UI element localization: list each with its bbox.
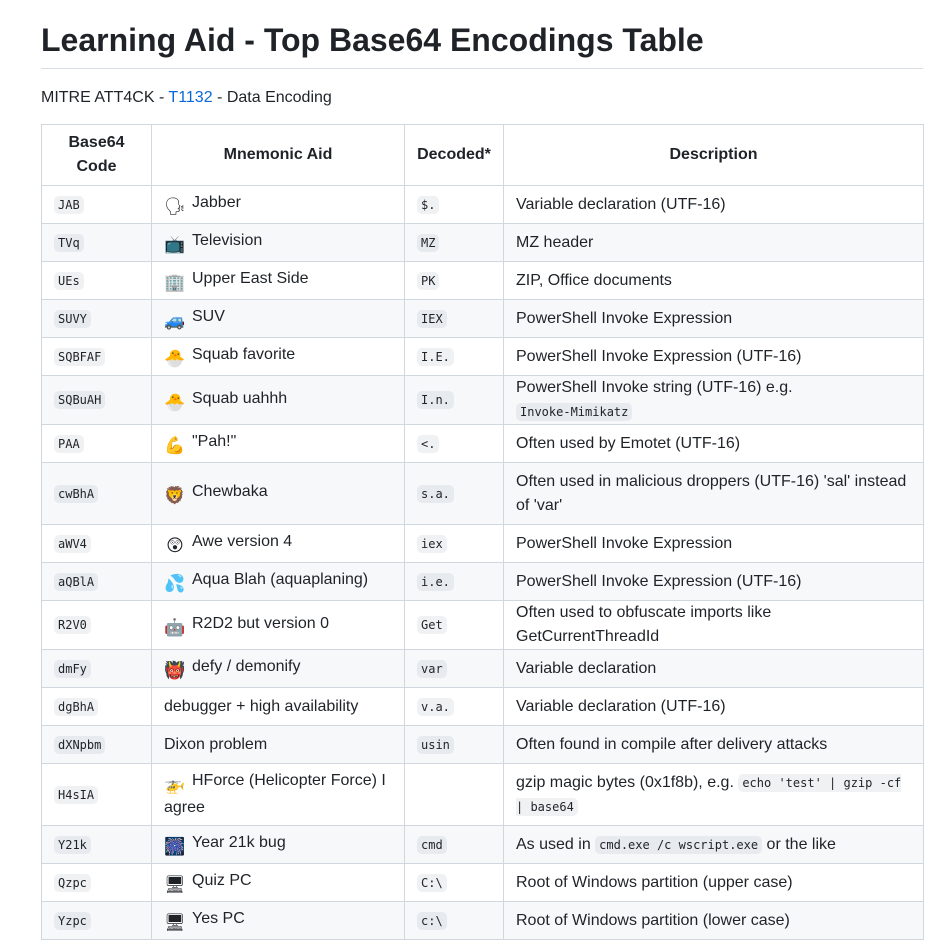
mnemonic-text: Awe version 4 bbox=[192, 533, 293, 550]
decoded-value: usin bbox=[417, 736, 454, 754]
base64-code-cell bbox=[42, 463, 152, 525]
mnemonic-text: Quiz PC bbox=[192, 872, 252, 889]
base64-code: SQBuAH bbox=[54, 391, 105, 409]
sweat-droplets-icon: 💦 bbox=[164, 574, 186, 593]
table-header-row bbox=[42, 125, 924, 186]
description-cell bbox=[504, 563, 924, 601]
decoded-cell bbox=[405, 601, 504, 650]
table-row bbox=[42, 376, 924, 425]
base64-code: PAA bbox=[54, 435, 84, 453]
mnemonic-cell bbox=[152, 650, 405, 688]
description-text: Often used to obfuscate imports like GetCurrentThreadId bbox=[516, 604, 772, 645]
base64-code: aWV4 bbox=[54, 535, 91, 553]
decoded-value: i.e. bbox=[417, 573, 454, 591]
mnemonic-text: Upper East Side bbox=[192, 270, 309, 287]
description-text: Root of Windows partition (lower case) bbox=[516, 911, 790, 929]
speaking-head-icon: 🗣 bbox=[164, 197, 186, 216]
table-row bbox=[42, 650, 924, 688]
base64-code: cwBhA bbox=[54, 485, 98, 503]
description-cell bbox=[504, 650, 924, 688]
mnemonic-cell bbox=[152, 688, 405, 726]
mnemonic-cell bbox=[152, 224, 405, 262]
mnemonic-cell bbox=[152, 262, 405, 300]
description-suffix: or the like bbox=[762, 835, 836, 853]
description-text: PowerShell Invoke Expression (UTF-16) bbox=[516, 347, 802, 365]
base64-code: dmFy bbox=[54, 660, 91, 678]
hatching-chick-icon: 🐣 bbox=[164, 349, 186, 368]
mnemonic-cell bbox=[152, 186, 405, 224]
base64-code-cell bbox=[42, 300, 152, 338]
astonished-face-icon: 😲 bbox=[166, 536, 184, 555]
base64-code-cell bbox=[42, 864, 152, 902]
description-cell bbox=[504, 688, 924, 726]
page bbox=[41, 0, 923, 932]
table-row bbox=[42, 425, 924, 463]
subtitle-suffix: - Data Encoding bbox=[212, 89, 332, 106]
base64-code-cell bbox=[42, 688, 152, 726]
car-icon: 🚙 bbox=[164, 311, 186, 330]
description-cell bbox=[504, 601, 924, 650]
helicopter-icon: 🚁 bbox=[164, 775, 186, 794]
subtitle-prefix: MITRE ATT4CK - bbox=[41, 89, 169, 106]
base64-code-cell bbox=[42, 525, 152, 563]
decoded-value: c:\ bbox=[417, 912, 447, 930]
description-text: PowerShell Invoke string (UTF-16) e.g. bbox=[516, 379, 793, 396]
mnemonic-text: "Pah!" bbox=[192, 433, 237, 450]
mnemonic-text: Television bbox=[192, 232, 263, 249]
description-text: Root of Windows partition (upper case) bbox=[516, 873, 793, 891]
base64-code: Qzpc bbox=[54, 874, 91, 892]
subtitle bbox=[41, 88, 332, 108]
table-row bbox=[42, 826, 924, 864]
mnemonic-cell bbox=[152, 864, 405, 902]
table-row bbox=[42, 300, 924, 338]
description-cell bbox=[504, 826, 924, 864]
description-cell bbox=[504, 864, 924, 902]
base64-code-cell bbox=[42, 726, 152, 764]
ogre-icon: 👹 bbox=[164, 661, 186, 680]
base64-code: SQBFAF bbox=[54, 348, 105, 366]
base64-code: TVq bbox=[54, 234, 84, 252]
description-code: cmd.exe /c wscript.exe bbox=[595, 836, 762, 854]
description-cell bbox=[504, 338, 924, 376]
decoded-cell bbox=[405, 726, 504, 764]
base64-code: Yzpc bbox=[54, 912, 91, 930]
mnemonic-cell bbox=[152, 726, 405, 764]
mnemonic-text: Aqua Blah (aquaplaning) bbox=[192, 571, 369, 588]
base64-code: JAB bbox=[54, 196, 84, 214]
description-text: Often used by Emotet (UTF-16) bbox=[516, 434, 741, 452]
base64-code: UEs bbox=[54, 272, 84, 290]
mnemonic-cell bbox=[152, 376, 405, 425]
table-row bbox=[42, 525, 924, 563]
lion-icon: 🦁 bbox=[164, 486, 186, 505]
description-cell bbox=[504, 525, 924, 563]
description-code: echo 'test' | gzip -cf | base64 bbox=[516, 775, 902, 814]
description-code: Invoke-Mimikatz bbox=[516, 403, 632, 421]
desktop-computer-icon: 🖥 bbox=[164, 913, 186, 932]
decoded-value: s.a. bbox=[417, 485, 454, 503]
mnemonic-cell bbox=[152, 525, 405, 563]
mnemonic-text: Chewbaka bbox=[192, 483, 268, 500]
header-mnemonic-aid: Mnemonic Aid bbox=[152, 125, 405, 186]
description-cell bbox=[504, 726, 924, 764]
description-text: PowerShell Invoke Expression bbox=[516, 534, 733, 552]
decoded-cell bbox=[405, 826, 504, 864]
decoded-cell bbox=[405, 376, 504, 425]
base64-code: aQBlA bbox=[54, 573, 98, 591]
description-text: PowerShell Invoke Expression bbox=[516, 309, 733, 327]
base64-code: dXNpbm bbox=[54, 736, 105, 754]
decoded-cell bbox=[405, 186, 504, 224]
base64-code-cell bbox=[42, 563, 152, 601]
technique-link[interactable]: T1132 bbox=[168, 89, 213, 106]
decoded-value: v.a. bbox=[417, 698, 454, 716]
base64-code-cell bbox=[42, 262, 152, 300]
decoded-cell bbox=[405, 425, 504, 463]
decoded-value: var bbox=[417, 660, 447, 678]
mnemonic-cell bbox=[152, 563, 405, 601]
description-text: MZ header bbox=[516, 233, 594, 251]
encodings-table bbox=[41, 124, 924, 940]
table-row bbox=[42, 463, 924, 525]
base64-code-cell bbox=[42, 764, 152, 826]
desktop-computer-icon: 🖥 bbox=[164, 875, 186, 894]
mnemonic-text: Jabber bbox=[192, 194, 241, 211]
mnemonic-text: Year 21k bug bbox=[192, 834, 286, 851]
base64-code-cell bbox=[42, 826, 152, 864]
header-description: Description bbox=[504, 125, 924, 186]
description-cell bbox=[504, 262, 924, 300]
base64-code-cell bbox=[42, 650, 152, 688]
description-cell bbox=[504, 224, 924, 262]
table-row bbox=[42, 764, 924, 826]
decoded-cell bbox=[405, 864, 504, 902]
decoded-cell bbox=[405, 563, 504, 601]
table-row bbox=[42, 688, 924, 726]
mnemonic-cell bbox=[152, 463, 405, 525]
description-text: As used in bbox=[516, 835, 596, 853]
decoded-value: $. bbox=[417, 196, 439, 214]
decoded-value: PK bbox=[417, 272, 439, 290]
description-text: gzip magic bytes (0x1f8b), e.g. bbox=[516, 773, 739, 791]
description-text: Variable declaration (UTF-16) bbox=[516, 697, 726, 715]
mnemonic-text: Dixon problem bbox=[164, 735, 268, 753]
decoded-value: Get bbox=[417, 616, 447, 634]
table-row bbox=[42, 864, 924, 902]
description-cell bbox=[504, 186, 924, 224]
mnemonic-text: defy / demonify bbox=[192, 658, 301, 675]
base64-code-cell bbox=[42, 224, 152, 262]
description-cell bbox=[504, 376, 924, 425]
description-text: Variable declaration bbox=[516, 659, 657, 677]
table-row bbox=[42, 262, 924, 300]
mnemonic-cell bbox=[152, 425, 405, 463]
decoded-cell bbox=[405, 463, 504, 525]
page-title: Learning Aid - Top Base64 Encodings Table bbox=[41, 0, 923, 69]
decoded-cell bbox=[405, 262, 504, 300]
table-row bbox=[42, 563, 924, 601]
mnemonic-cell bbox=[152, 338, 405, 376]
decoded-cell bbox=[405, 224, 504, 262]
hatching-chick-icon: 🐣 bbox=[164, 392, 186, 412]
base64-code-cell bbox=[42, 425, 152, 463]
description-cell bbox=[504, 463, 924, 525]
table-body bbox=[42, 186, 924, 940]
header-base64-code: Base64 Code bbox=[42, 125, 152, 186]
base64-code-cell bbox=[42, 186, 152, 224]
mnemonic-text: R2D2 but version 0 bbox=[192, 614, 329, 632]
decoded-cell bbox=[405, 300, 504, 338]
description-text: Often found in compile after delivery attacks bbox=[516, 735, 828, 753]
mnemonic-text: Squab favorite bbox=[192, 346, 296, 363]
base64-code: R2V0 bbox=[54, 616, 91, 634]
office-building-icon: 🏢 bbox=[164, 273, 186, 292]
mnemonic-cell bbox=[152, 300, 405, 338]
table-row bbox=[42, 726, 924, 764]
decoded-value: cmd bbox=[417, 836, 447, 854]
decoded-value: iex bbox=[417, 535, 447, 553]
mnemonic-cell bbox=[152, 764, 405, 826]
description-text: Variable declaration (UTF-16) bbox=[516, 195, 726, 213]
base64-code: H4sIA bbox=[54, 786, 98, 804]
mnemonic-text: debugger + high availability bbox=[164, 697, 359, 715]
description-cell bbox=[504, 425, 924, 463]
mnemonic-text: Yes PC bbox=[192, 910, 245, 927]
flexed-biceps-icon: 💪 bbox=[164, 436, 186, 455]
description-text: PowerShell Invoke Expression (UTF-16) bbox=[516, 572, 802, 590]
decoded-cell bbox=[405, 338, 504, 376]
decoded-cell bbox=[405, 764, 504, 826]
mnemonic-text: SUV bbox=[192, 308, 225, 325]
mnemonic-text: Squab uahhh bbox=[192, 389, 288, 407]
decoded-value: I.E. bbox=[417, 348, 454, 366]
decoded-cell bbox=[405, 525, 504, 563]
decoded-value: MZ bbox=[417, 234, 439, 252]
decoded-cell bbox=[405, 650, 504, 688]
description-text: ZIP, Office documents bbox=[516, 271, 672, 289]
header-decoded: Decoded* bbox=[405, 125, 504, 186]
firework-icon: 🎆 bbox=[164, 837, 186, 856]
table-row bbox=[42, 224, 924, 262]
base64-code-cell bbox=[42, 376, 152, 425]
television-icon: 📺 bbox=[164, 235, 186, 254]
decoded-value: C:\ bbox=[417, 874, 447, 892]
decoded-cell bbox=[405, 688, 504, 726]
base64-code: Y21k bbox=[54, 836, 91, 854]
mnemonic-cell bbox=[152, 826, 405, 864]
mnemonic-cell bbox=[152, 601, 405, 650]
table-row bbox=[42, 186, 924, 224]
robot-icon: 🤖 bbox=[164, 617, 186, 637]
base64-code: SUVY bbox=[54, 310, 91, 328]
decoded-value: I.n. bbox=[417, 391, 454, 409]
base64-code: dgBhA bbox=[54, 698, 98, 716]
table-row bbox=[42, 601, 924, 650]
base64-code-cell bbox=[42, 601, 152, 650]
decoded-value: IEX bbox=[417, 310, 447, 328]
table-row bbox=[42, 338, 924, 376]
description-cell bbox=[504, 300, 924, 338]
mnemonic-text: HForce (Helicopter Force) I agree bbox=[164, 772, 386, 816]
description-cell bbox=[504, 764, 924, 826]
description-text: Often used in malicious droppers (UTF-16) 'sal' instead of 'var' bbox=[516, 472, 907, 514]
base64-code-cell bbox=[42, 338, 152, 376]
decoded-value: <. bbox=[417, 435, 439, 453]
